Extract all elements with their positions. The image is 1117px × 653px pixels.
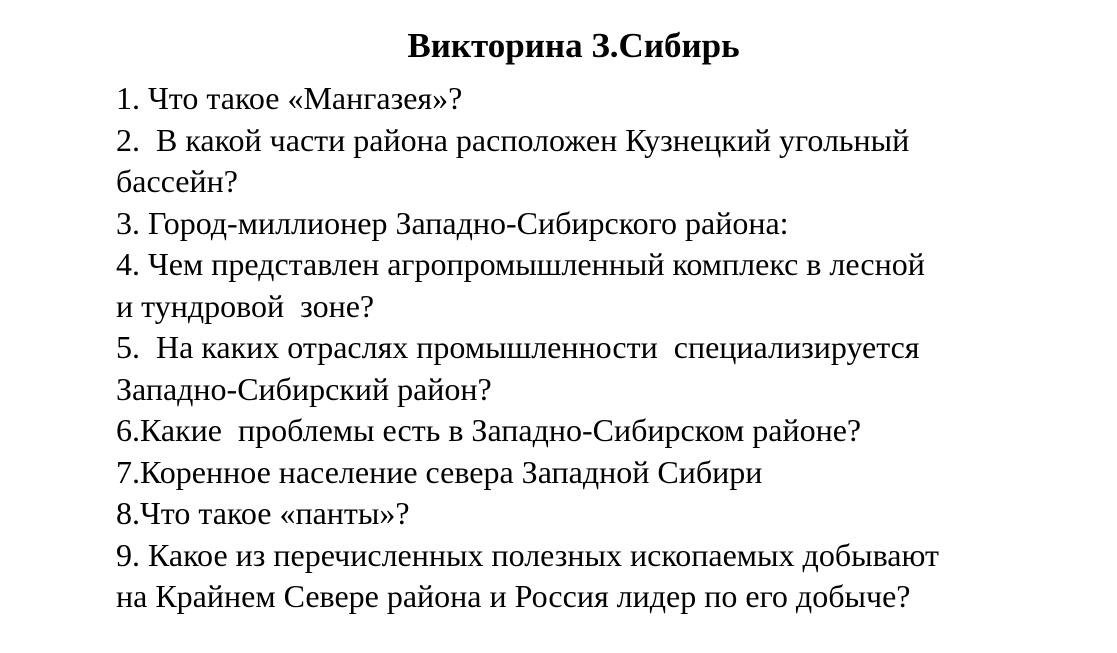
question-line: 4. Чем представлен агропромышленный комплекс в лесной	[116, 246, 925, 282]
question-line: 8.Что такое «панты»?	[116, 495, 410, 531]
question-line: 3. Город-миллионер Западно-Сибирского района:	[116, 204, 789, 241]
question-line: 2. В какой части района расположен Кузнецкий угольный	[116, 121, 910, 158]
question-list	[116, 78, 1076, 618]
question-line: 5. На каких отраслях промышленности специализируется	[116, 329, 920, 365]
question-line: 6.Какие проблемы есть в Западно-Сибирском районе?	[116, 412, 862, 448]
question-line: 7.Коренное население севера Западной Сибири	[116, 453, 763, 490]
question-line: и тундровой зоне?	[116, 287, 375, 324]
question-line: бассейн?	[116, 163, 238, 199]
page-title: Викторина З.Сибирь	[407, 26, 740, 65]
question-line: 1. Что такое «Мангазея»?	[116, 80, 463, 116]
question-line: Западно-Сибирский район?	[116, 370, 492, 407]
question-line: 9. Какое из перечисленных полезных ископаемых добывают	[116, 536, 939, 573]
question-line: на Крайнем Севере района и Россия лидер по его добыче?	[116, 578, 911, 614]
